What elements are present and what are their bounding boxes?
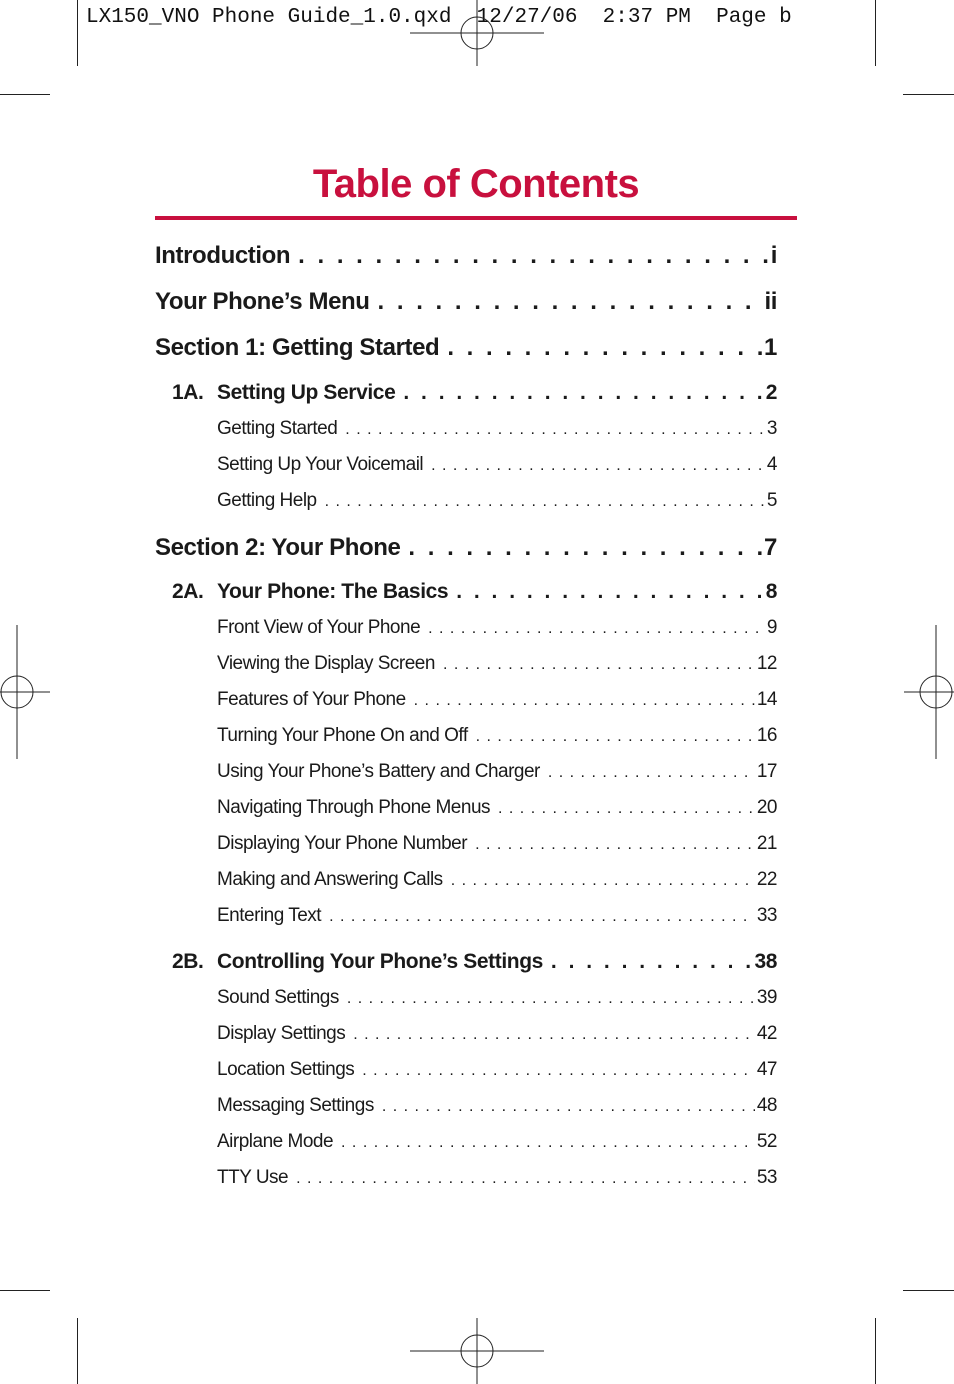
toc-entry-number: 2B. xyxy=(172,950,204,973)
toc-entry[interactable] xyxy=(217,869,777,891)
toc-entry-label xyxy=(217,1095,382,1117)
toc-entry-page-number: 8 xyxy=(765,580,777,603)
dot-leader xyxy=(382,1098,755,1116)
toc-entry-text: Displaying Your Phone Number xyxy=(217,833,468,854)
toc-entry-number: 2A. xyxy=(172,580,204,603)
registration-mark-icon xyxy=(410,1318,544,1384)
dot-leader xyxy=(298,242,769,270)
toc-entry-label xyxy=(172,950,551,974)
toc-entry-label xyxy=(217,418,345,440)
toc-entry-label xyxy=(217,490,325,512)
dot-leader xyxy=(451,872,755,890)
toc-entry-label xyxy=(217,454,431,476)
crop-mark xyxy=(903,1290,954,1291)
toc-entry-page-number: 2 xyxy=(765,381,777,404)
toc-entry-text: Setting Up Your Voicemail xyxy=(217,454,424,475)
toc-entry-label xyxy=(217,833,475,855)
toc-entry-page-number: 22 xyxy=(756,869,777,890)
toc-entry-label xyxy=(217,905,329,927)
toc-entry[interactable] xyxy=(172,381,777,405)
toc-entry[interactable] xyxy=(217,797,777,819)
registration-mark-icon xyxy=(0,625,50,759)
toc-entry[interactable] xyxy=(217,418,777,440)
toc-entry-label xyxy=(217,987,347,1009)
dot-leader xyxy=(408,534,762,562)
toc-entry-page-number: 1 xyxy=(764,334,777,361)
toc-entry-text: Display Settings xyxy=(217,1023,346,1044)
toc-entry-text: Location Settings xyxy=(217,1059,355,1080)
crop-mark xyxy=(77,0,78,66)
crop-mark xyxy=(0,1290,50,1291)
crop-mark xyxy=(0,94,50,95)
toc-entry[interactable] xyxy=(217,905,777,927)
dot-leader xyxy=(362,1062,755,1080)
dot-leader xyxy=(414,692,755,710)
toc-entry-text: Using Your Phone’s Battery and Charger xyxy=(217,761,540,782)
crop-mark xyxy=(77,1318,78,1384)
toc-entry-text: TTY Use xyxy=(217,1167,289,1188)
toc-entry-text: Getting Started xyxy=(217,418,338,439)
toc-entry-page-number: 39 xyxy=(756,987,777,1008)
toc-entry-label xyxy=(217,869,451,891)
toc-entry-text: Navigating Through Phone Menus xyxy=(217,797,491,818)
toc-entry-text: Section 2: Your Phone xyxy=(155,534,401,561)
toc-entry-page-number: 53 xyxy=(756,1167,777,1188)
toc-entry-page-number: 47 xyxy=(756,1059,777,1080)
toc-entry-label xyxy=(155,334,447,362)
crop-mark xyxy=(875,1318,876,1384)
toc-entry-page-number: 9 xyxy=(766,617,777,638)
toc-entry-label xyxy=(217,689,414,711)
toc-entry[interactable] xyxy=(172,580,777,604)
toc-entry-page-number: 4 xyxy=(766,454,777,475)
toc-entry-page-number: 38 xyxy=(754,950,777,973)
toc-entry[interactable] xyxy=(155,334,777,362)
toc-entry-label xyxy=(217,1059,362,1081)
toc-entry-page-number: 7 xyxy=(764,534,777,561)
dot-leader xyxy=(347,990,755,1008)
toc-entry-text: Viewing the Display Screen xyxy=(217,653,435,674)
dot-leader xyxy=(428,620,765,638)
dot-leader xyxy=(476,728,755,746)
toc-entry[interactable] xyxy=(217,1023,777,1045)
toc-entry-text: Airplane Mode xyxy=(217,1131,334,1152)
toc-entry-label xyxy=(155,242,298,270)
dot-leader xyxy=(341,1134,755,1152)
toc-entry-page-number: 42 xyxy=(756,1023,777,1044)
toc-entry-text: Features of Your Phone xyxy=(217,689,406,710)
toc-entry-text: Messaging Settings xyxy=(217,1095,374,1116)
toc-entry-label xyxy=(217,617,428,639)
toc-entry-page-number: 52 xyxy=(756,1131,777,1152)
dot-leader xyxy=(475,836,755,854)
toc-entry-text: Entering Text xyxy=(217,905,322,926)
print-slug-header: LX150_VNO Phone Guide_1.0.qxd 12/27/06 2:37 PM Page b xyxy=(86,6,792,29)
toc-entry-page-number: 12 xyxy=(756,653,777,674)
toc-entry-label xyxy=(217,725,476,747)
title-underline xyxy=(155,216,797,220)
toc-entry-text: Turning Your Phone On and Off xyxy=(217,725,468,746)
dot-leader xyxy=(548,764,755,782)
toc-entry-text: Sound Settings xyxy=(217,987,339,1008)
crop-mark xyxy=(903,94,954,95)
toc-entry[interactable] xyxy=(217,1095,777,1117)
toc-entry-text: Introduction xyxy=(155,242,291,269)
toc-entry-text: Making and Answering Calls xyxy=(217,869,443,890)
toc-entry-number: 1A. xyxy=(172,381,204,404)
dot-leader xyxy=(403,381,763,405)
page-title: Table of Contents xyxy=(312,162,640,206)
dot-leader xyxy=(431,457,765,475)
toc-entry-page-number: 21 xyxy=(756,833,777,854)
toc-entry[interactable] xyxy=(217,833,777,855)
toc-entry-text: Your Phone’s Menu xyxy=(155,288,370,315)
dot-leader xyxy=(353,1026,755,1044)
toc-entry-text: Front View of Your Phone xyxy=(217,617,421,638)
dot-leader xyxy=(551,950,753,974)
toc-entry[interactable] xyxy=(155,534,777,562)
toc-entry-label xyxy=(217,1131,341,1153)
toc-entry[interactable] xyxy=(217,1167,777,1189)
toc-entry-text: Your Phone: The Basics xyxy=(217,580,449,603)
toc-entry[interactable] xyxy=(172,950,777,974)
toc-entry-page-number: 5 xyxy=(766,490,777,511)
dot-leader xyxy=(443,656,755,674)
toc-entry[interactable] xyxy=(155,242,777,270)
dot-leader xyxy=(325,493,765,511)
toc-entry-label xyxy=(217,761,548,783)
toc-entry-page-number: 48 xyxy=(756,1095,777,1116)
toc-entry[interactable] xyxy=(217,761,777,783)
toc-entry-page-number: ii xyxy=(764,288,777,315)
dot-leader xyxy=(345,421,765,439)
registration-mark-icon xyxy=(410,0,544,66)
toc-entry-page-number: i xyxy=(770,242,777,269)
toc-entry-page-number: 16 xyxy=(756,725,777,746)
toc-entry-label xyxy=(172,580,456,604)
toc-entry-label xyxy=(217,1167,296,1189)
dot-leader xyxy=(447,334,762,362)
toc-entry[interactable] xyxy=(217,1059,777,1081)
toc-entry[interactable] xyxy=(217,1131,777,1153)
toc-entry-label xyxy=(155,288,378,316)
toc-entry-page-number: 3 xyxy=(766,418,777,439)
toc-entry-label xyxy=(217,1023,353,1045)
dot-leader xyxy=(296,1170,755,1188)
crop-mark xyxy=(875,0,876,66)
toc-entry[interactable] xyxy=(217,617,777,639)
toc-entry-page-number: 17 xyxy=(756,761,777,782)
toc-entry-text: Getting Help xyxy=(217,490,317,511)
dot-leader xyxy=(498,800,755,818)
toc-entry[interactable] xyxy=(217,454,777,476)
registration-mark-icon xyxy=(904,625,954,759)
dot-leader xyxy=(456,580,764,604)
dot-leader xyxy=(329,908,755,926)
toc-entry[interactable] xyxy=(217,490,777,512)
toc-entry-text: Section 1: Getting Started xyxy=(155,334,440,361)
toc-entry-page-number: 20 xyxy=(756,797,777,818)
toc-entry-label xyxy=(217,797,498,819)
toc-entry-label xyxy=(172,381,403,405)
toc-entry[interactable] xyxy=(217,987,777,1009)
toc-entry-text: Setting Up Service xyxy=(217,381,396,404)
toc-entry[interactable] xyxy=(217,689,777,711)
toc-entry-page-number: 14 xyxy=(756,689,777,710)
toc-entry-label xyxy=(217,653,443,675)
toc-entry-label xyxy=(155,534,408,562)
toc-entry-text: Controlling Your Phone’s Settings xyxy=(217,950,543,973)
toc-entry[interactable] xyxy=(217,725,777,747)
toc-entry[interactable] xyxy=(217,653,777,675)
dot-leader xyxy=(378,288,763,316)
toc-entry-page-number: 33 xyxy=(756,905,777,926)
toc-entry[interactable] xyxy=(155,288,777,316)
